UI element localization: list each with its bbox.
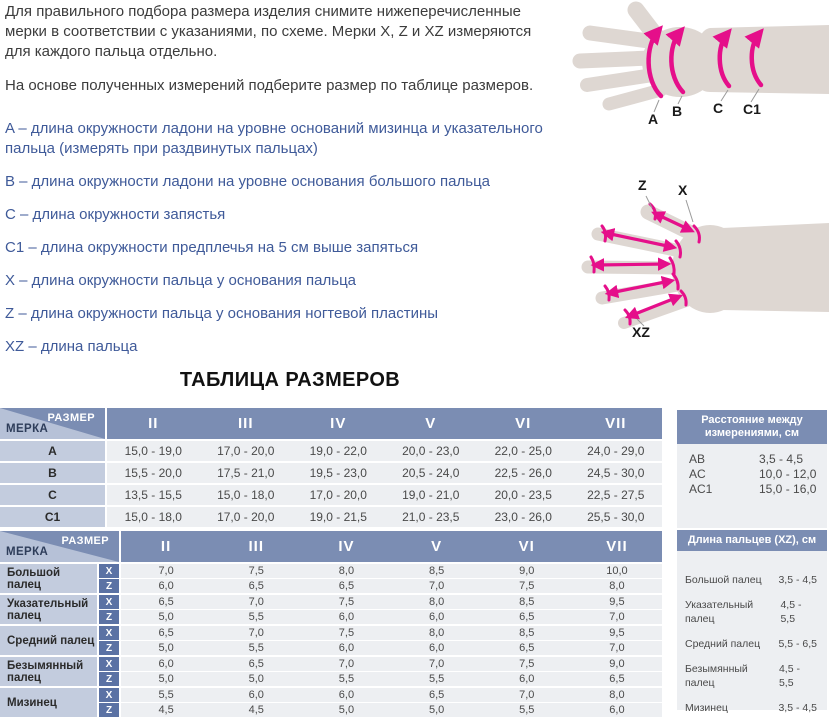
value-cell: 7,5 (211, 564, 301, 578)
size-column-header: VII (570, 408, 663, 439)
value-cell: 8,0 (392, 595, 482, 609)
value-cell: 7,5 (301, 626, 391, 640)
value-cell: 5,5 (392, 672, 482, 686)
finger-length-row (685, 637, 817, 651)
xz-badges (99, 688, 119, 717)
finger-row (121, 672, 662, 686)
finger-row (121, 641, 662, 655)
xz-badge: Z (99, 672, 119, 686)
value-cell: 24,5 - 30,0 (587, 466, 645, 480)
size-column-header: II (121, 531, 211, 562)
measurement-item: XZ – длина пальца (5, 338, 138, 355)
value-cell: 6,5 (392, 688, 482, 702)
size-column-header: VII (572, 531, 662, 562)
finger-length-table-title: Длина пальцев (XZ), см (677, 530, 827, 551)
value-cell: 6,0 (301, 641, 391, 655)
value-cell: 5,5 (211, 610, 301, 624)
value-cell: 15,0 - 18,0 (217, 488, 275, 502)
value-cell: 19,5 - 23,0 (309, 466, 367, 480)
finger-length-value: 5,5 - 6,5 (778, 638, 817, 650)
finger-group (0, 564, 662, 593)
value-cell: 7,5 (482, 579, 572, 593)
value-cell: 5,5 (211, 641, 301, 655)
value-cell: 6,0 (301, 610, 391, 624)
row-label: C (0, 485, 105, 505)
value-cell: 17,0 - 20,0 (217, 444, 275, 458)
diagram-label-x: X (678, 182, 688, 198)
finger-row (121, 703, 662, 717)
corner-merka-label: МЕРКА (6, 546, 49, 558)
table-row (0, 507, 662, 527)
xz-badges (99, 657, 119, 686)
diagram-label-xz: XZ (632, 324, 650, 340)
measurement-item: B – длина окружности ладони на уровне основания большого пальца (5, 173, 491, 190)
row-cells (107, 507, 662, 527)
value-cell: 13,5 - 15,5 (124, 488, 182, 502)
diagram-label-z: Z (638, 177, 647, 193)
hand-shape (588, 212, 829, 323)
finger-group (0, 688, 662, 717)
xz-badge: Z (99, 610, 119, 624)
xz-badge: Z (99, 641, 119, 655)
value-cell: 6,5 (121, 595, 211, 609)
sb1-body (677, 444, 827, 528)
size-column-header: IV (301, 531, 391, 562)
value-cell: 6,0 (121, 579, 211, 593)
finger-measurement-diagram (560, 170, 829, 356)
table-row (0, 441, 662, 461)
value-cell: 7,0 (211, 626, 301, 640)
distance-label: AB (689, 452, 706, 466)
value-cell: 5,0 (121, 672, 211, 686)
value-cell: 7,5 (301, 595, 391, 609)
value-cell: 8,5 (392, 564, 482, 578)
t1-cols (107, 408, 662, 439)
finger-length-row (685, 598, 817, 626)
finger-row (121, 657, 662, 671)
intro-paragraph-2: На основе полученных измерений подберите размер по таблице размеров. (5, 77, 534, 94)
measurement-item: A – длина окружности ладони на уровне оснований мизинца и указательного пальца (измерять при раздвинутых пальцах) (5, 120, 543, 157)
value-cell: 9,5 (572, 595, 662, 609)
value-cell: 7,5 (482, 657, 572, 671)
distance-label: AC (689, 467, 706, 481)
value-cell: 9,5 (572, 626, 662, 640)
measurement-list (5, 119, 563, 370)
value-cell: 7,0 (392, 657, 482, 671)
xz-badge: Z (99, 703, 119, 717)
table-row (0, 485, 662, 505)
value-cell: 6,5 (482, 641, 572, 655)
distance-value: 3,5 - 4,5 (759, 452, 804, 466)
hand-shape (580, 10, 829, 104)
corner-merka-label: МЕРКА (6, 423, 49, 435)
value-cell: 8,5 (482, 626, 572, 640)
hand-illustration-1 (560, 0, 829, 168)
value-cell: 8,0 (392, 626, 482, 640)
value-cell: 20,0 - 23,5 (494, 488, 552, 502)
value-cell: 6,5 (482, 610, 572, 624)
finger-row (121, 564, 662, 578)
size-column-header: II (107, 408, 200, 439)
size-column-header: VI (482, 531, 572, 562)
value-cell: 7,0 (572, 610, 662, 624)
size-table-fingers (0, 531, 662, 717)
table2-corner-cell (0, 531, 119, 562)
table2-header (0, 531, 662, 562)
distance-value: 10,0 - 12,0 (759, 467, 817, 481)
value-cell: 23,0 - 26,0 (494, 510, 552, 524)
value-cell: 7,0 (121, 564, 211, 578)
value-cell: 6,0 (392, 641, 482, 655)
finger-row (121, 626, 662, 640)
finger-group (0, 595, 662, 624)
distance-table (677, 410, 827, 528)
value-cell: 19,0 - 21,0 (402, 488, 460, 502)
t1-body (0, 441, 662, 527)
value-cell: 5,5 (482, 703, 572, 717)
value-cell: 9,0 (482, 564, 572, 578)
value-cell: 10,0 (572, 564, 662, 578)
distance-row (689, 482, 827, 497)
value-cell: 6,5 (572, 672, 662, 686)
measurement-item: X – длина окружности пальца у основания пальца (5, 272, 357, 289)
value-cell: 15,5 - 20,0 (124, 466, 182, 480)
value-cell: 20,0 - 23,0 (402, 444, 460, 458)
finger-length-label: Средний палец (685, 638, 761, 650)
finger-row (121, 610, 662, 624)
value-cell: 8,5 (482, 595, 572, 609)
value-cell: 24,0 - 29,0 (587, 444, 645, 458)
xz-badge: X (99, 595, 119, 609)
size-column-header: III (211, 531, 301, 562)
finger-length-label: Указательный палец (685, 599, 754, 625)
size-column-header: V (385, 408, 478, 439)
finger-label: Указательный палец (0, 595, 97, 624)
diagram-label-c1: C1 (743, 101, 761, 117)
row-cells (107, 485, 662, 505)
finger-row (121, 579, 662, 593)
t2-body (0, 564, 662, 717)
value-cell: 8,0 (572, 579, 662, 593)
finger-length-row (685, 662, 817, 690)
xz-badge: X (99, 657, 119, 671)
distance-value: 15,0 - 16,0 (759, 482, 817, 496)
value-cell: 17,5 - 21,0 (217, 466, 275, 480)
value-cell: 6,5 (121, 626, 211, 640)
finger-rows (121, 688, 662, 717)
finger-length-row (685, 701, 817, 715)
value-cell: 5,0 (392, 703, 482, 717)
distance-table-title: Расстояние между измерениями, см (677, 410, 827, 444)
finger-length-value: 3,5 - 4,5 (778, 702, 817, 714)
xz-badge: X (99, 688, 119, 702)
xz-badges (99, 595, 119, 624)
table-row (0, 463, 662, 483)
table1-corner-cell (0, 408, 105, 439)
finger-row (121, 688, 662, 702)
finger-length-label: Мизинец (685, 702, 728, 714)
value-cell: 5,5 (121, 688, 211, 702)
t2-cols (121, 531, 662, 562)
finger-label: Мизинец (0, 688, 97, 717)
value-cell: 6,5 (301, 579, 391, 593)
intro-paragraph-1: Для правильного подбора размера изделия снимите нижеперечисленные мерки в соответствии с указаниями, по схеме. Мерки X, Z и XZ измеряются для каждого пальца отдельно. (5, 3, 532, 60)
finger-length-table (677, 530, 827, 714)
value-cell: 15,0 - 18,0 (124, 510, 182, 524)
measurement-item: Z – длина окружности пальца у основания ногтевой пластины (5, 305, 439, 322)
value-cell: 7,0 (301, 657, 391, 671)
corner-size-label: РАЗМЕР (61, 535, 109, 547)
value-cell: 6,0 (572, 703, 662, 717)
intro-text (5, 2, 561, 96)
hand-circumference-diagram (560, 0, 829, 168)
xz-badge: X (99, 564, 119, 578)
row-label: A (0, 441, 105, 461)
row-label: B (0, 463, 105, 483)
value-cell: 7,0 (482, 688, 572, 702)
value-cell: 7,0 (572, 641, 662, 655)
value-cell: 20,5 - 24,0 (402, 466, 460, 480)
value-cell: 9,0 (572, 657, 662, 671)
corner-size-label: РАЗМЕР (47, 412, 95, 424)
value-cell: 21,0 - 23,5 (402, 510, 460, 524)
finger-rows (121, 657, 662, 686)
value-cell: 4,5 (121, 703, 211, 717)
finger-length-row (685, 573, 817, 587)
measurement-item: C1 – длина окружности предплечья на 5 см выше запяться (5, 239, 419, 256)
size-table-circumferences (0, 408, 662, 527)
value-cell: 5,0 (121, 641, 211, 655)
value-cell: 6,0 (211, 688, 301, 702)
finger-label: Большой палец (0, 564, 97, 593)
value-cell: 6,0 (301, 688, 391, 702)
finger-length-value: 3,5 - 4,5 (778, 574, 817, 586)
value-cell: 6,0 (482, 672, 572, 686)
distance-label: AC1 (689, 482, 713, 496)
xz-badges (99, 626, 119, 655)
finger-length-label: Безымянный палец (685, 663, 748, 689)
row-cells (107, 463, 662, 483)
finger-length-label: Большой палец (685, 574, 762, 586)
xz-badges (99, 564, 119, 593)
value-cell: 19,0 - 21,5 (309, 510, 367, 524)
diagram-label-c: C (713, 100, 724, 116)
value-cell: 6,5 (211, 579, 301, 593)
value-cell: 6,5 (211, 657, 301, 671)
diagram-label-b: B (672, 103, 683, 119)
value-cell: 8,0 (572, 688, 662, 702)
value-cell: 7,0 (392, 579, 482, 593)
row-cells (107, 441, 662, 461)
value-cell: 8,0 (301, 564, 391, 578)
finger-rows (121, 626, 662, 655)
value-cell: 4,5 (211, 703, 301, 717)
xz-badge: X (99, 626, 119, 640)
finger-group (0, 657, 662, 686)
table1-header (0, 408, 662, 439)
value-cell: 22,5 - 27,5 (587, 488, 645, 502)
finger-rows (121, 595, 662, 624)
finger-length-value: 4,5 - 5,5 (780, 599, 802, 625)
value-cell: 6,0 (392, 610, 482, 624)
xz-badge: Z (99, 579, 119, 593)
finger-label: Безымянный палец (0, 657, 97, 686)
distance-row (689, 452, 827, 467)
sb2-body (677, 551, 827, 714)
value-cell: 7,0 (211, 595, 301, 609)
row-label: C1 (0, 507, 105, 527)
finger-label: Средний палец (0, 626, 97, 655)
value-cell: 5,0 (211, 672, 301, 686)
distance-row (689, 467, 827, 482)
finger-row (121, 595, 662, 609)
size-column-header: IV (292, 408, 385, 439)
value-cell: 17,0 - 20,0 (309, 488, 367, 502)
measurement-item: C – длина окружности запястья (5, 206, 226, 223)
value-cell: 6,0 (121, 657, 211, 671)
value-cell: 5,0 (301, 703, 391, 717)
finger-length-value: 4,5 - 5,5 (778, 663, 800, 689)
finger-rows (121, 564, 662, 593)
size-table-title: ТАБЛИЦА РАЗМЕРОВ (179, 369, 401, 391)
value-cell: 5,0 (121, 610, 211, 624)
hand-illustration-2 (560, 170, 829, 356)
diagram-label-a: A (648, 111, 659, 127)
value-cell: 5,5 (301, 672, 391, 686)
value-cell: 17,0 - 20,0 (217, 510, 275, 524)
value-cell: 19,0 - 22,0 (309, 444, 367, 458)
size-column-header: VI (477, 408, 570, 439)
value-cell: 22,0 - 25,0 (494, 444, 552, 458)
value-cell: 22,5 - 26,0 (494, 466, 552, 480)
size-column-header: III (200, 408, 293, 439)
size-column-header: V (392, 531, 482, 562)
value-cell: 15,0 - 19,0 (124, 444, 182, 458)
finger-group (0, 626, 662, 655)
value-cell: 25,5 - 30,0 (587, 510, 645, 524)
